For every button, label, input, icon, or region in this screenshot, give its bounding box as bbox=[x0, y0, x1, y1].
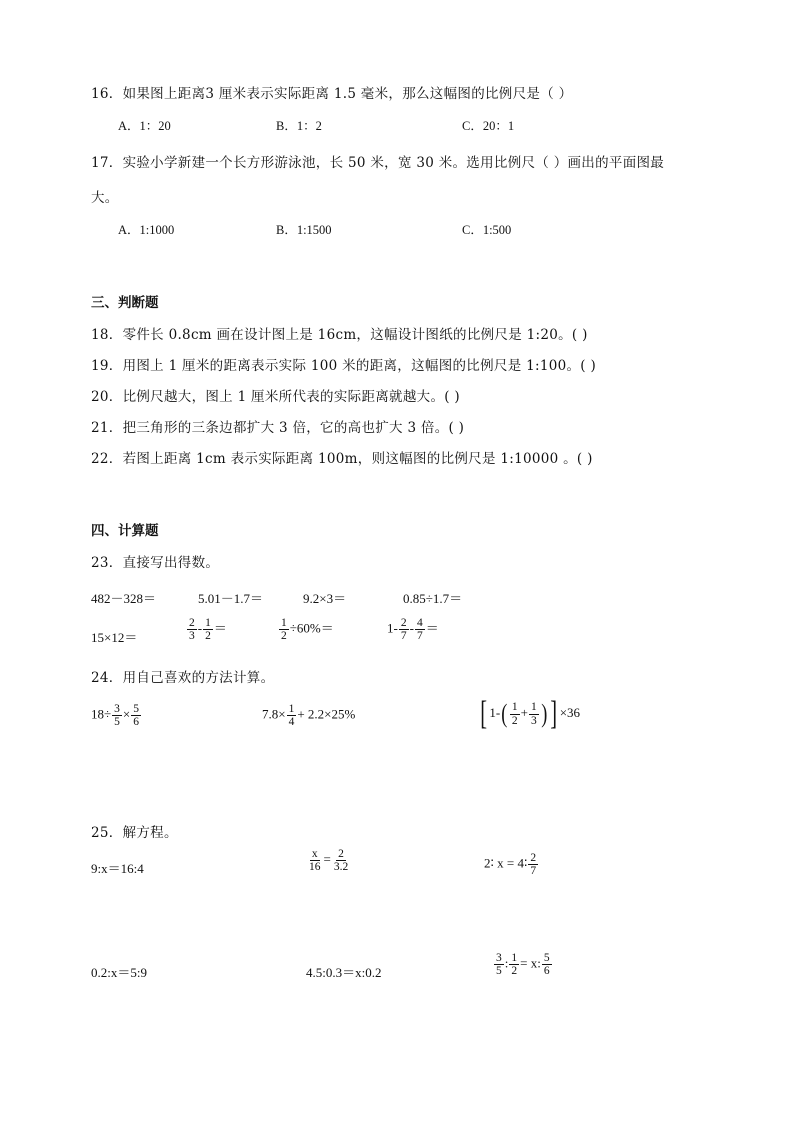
q25-equation-2: $\frac{x}{16}$ = $\frac{2}{3.2}$ bbox=[309, 848, 349, 874]
question-24: 24．用自己喜欢的方法计算。 bbox=[91, 670, 275, 686]
question-25: 25．解方程。 bbox=[91, 825, 178, 841]
question-23: 23．直接写出得数。 bbox=[91, 555, 220, 571]
fraction: $\frac{5}{6}$ bbox=[543, 952, 550, 978]
fraction: $\frac{4}{7}$ bbox=[416, 617, 423, 643]
question-17-line2: 大。 bbox=[91, 190, 119, 206]
fraction: $\frac{1}{3}$ bbox=[530, 701, 537, 727]
fraction: $\frac{5}{6}$ bbox=[133, 703, 139, 729]
q25-equation-4: 0.2:x＝5:9 bbox=[91, 965, 147, 980]
q23-expr-5: 15×12＝ bbox=[91, 630, 138, 645]
q17-option-b: B．1:1500 bbox=[276, 223, 332, 237]
question-18: 18．零件长 0.8cm 画在设计图上是 16cm，这幅设计图纸的比例尺是 1:20。( ) bbox=[91, 327, 588, 343]
question-20: 20．比例尺越大，图上 1 厘米所代表的实际距离就越大。( ) bbox=[91, 389, 460, 405]
q23-expr-2: 5.01－1.7＝ bbox=[198, 591, 264, 606]
fraction: $\frac{1}{2}$ bbox=[511, 701, 518, 727]
section-4-title: 四、计算题 bbox=[91, 523, 159, 539]
q23-expr-4: 0.85÷1.7＝ bbox=[403, 591, 463, 606]
question-21: 21．把三角形的三条边都扩大 3 倍，它的高也扩大 3 倍。( ) bbox=[91, 420, 465, 436]
q23-expr-7: $\frac{1}{2}$ ÷60%＝ bbox=[281, 617, 334, 643]
q23-expr-8: 1- $\frac{2}{7}$ - $\frac{4}{7}$ ＝ bbox=[387, 617, 439, 643]
fraction: $\frac{3}{5}$ bbox=[496, 952, 502, 978]
fraction: $\frac{3}{5}$ bbox=[114, 703, 120, 729]
fraction: $\frac{1}{2}$ bbox=[281, 617, 287, 643]
question-22: 22．若图上距离 1cm 表示实际距离 100m，则这幅图的比例尺是 1:10000 。( ) bbox=[91, 451, 593, 467]
q24-expr-1: 18÷ $\frac{3}{5}$ × $\frac{5}{6}$ bbox=[91, 703, 139, 729]
q24-expr-2: 7.8× $\frac{1}{4}$ + 2.2×25% bbox=[262, 703, 356, 729]
q25-equation-6: $\frac{3}{5}$ : $\frac{1}{2}$ = x: $\frac{5}{6}$ bbox=[496, 952, 550, 978]
fraction: $\frac{2}{7}$ bbox=[400, 617, 407, 643]
fraction: $\frac{2}{7}$ bbox=[530, 852, 537, 878]
q23-expr-3: 9.2×3＝ bbox=[303, 591, 347, 606]
q23-expr-1: 482－328＝ bbox=[91, 591, 157, 606]
q16-option-b: B．1：2 bbox=[276, 119, 322, 133]
fraction: $\frac{1}{2}$ bbox=[205, 617, 211, 643]
fraction: $\frac{1}{4}$ bbox=[288, 703, 295, 729]
section-3-title: 三、判断题 bbox=[91, 295, 159, 311]
q16-option-c: C．20：1 bbox=[462, 119, 515, 133]
q25-equation-1: 9:x＝16:4 bbox=[91, 861, 144, 876]
q16-option-a: A．1：20 bbox=[118, 119, 171, 133]
q17-option-a: A．1:1000 bbox=[118, 223, 175, 237]
q17-option-c: C．1:500 bbox=[462, 223, 512, 237]
question-16: 16．如果图上距离3 厘米表示实际距离 1.5 毫米，那么这幅图的比例尺是（ ） bbox=[91, 86, 573, 102]
question-17-line1: 17．实验小学新建一个长方形游泳池，长 50 米，宽 30 米。选用比例尺（ ）画出的平面图最 bbox=[91, 155, 665, 171]
q25-equation-3: 2∶ x = 4∶ $\frac{2}{7}$ bbox=[484, 852, 537, 878]
question-19: 19．用图上 1 厘米的距离表示实际 100 米的距离，这幅图的比例尺是 1:100。( ) bbox=[91, 358, 597, 374]
fraction: $\frac{x}{16}$ bbox=[309, 848, 321, 874]
q25-equation-5: 4.5:0.3＝x:0.2 bbox=[306, 965, 382, 980]
fraction: $\frac{1}{2}$ bbox=[511, 952, 518, 978]
q24-expr-3: [ 1-( $\frac{1}{2}$ + $\frac{1}{3}$ ) ] ×36 bbox=[480, 695, 581, 732]
fraction: $\frac{2}{3.2}$ bbox=[333, 848, 349, 874]
fraction: $\frac{2}{3}$ bbox=[189, 617, 195, 643]
q23-expr-6: $\frac{2}{3}$ - $\frac{1}{2}$ ＝ bbox=[189, 617, 227, 643]
